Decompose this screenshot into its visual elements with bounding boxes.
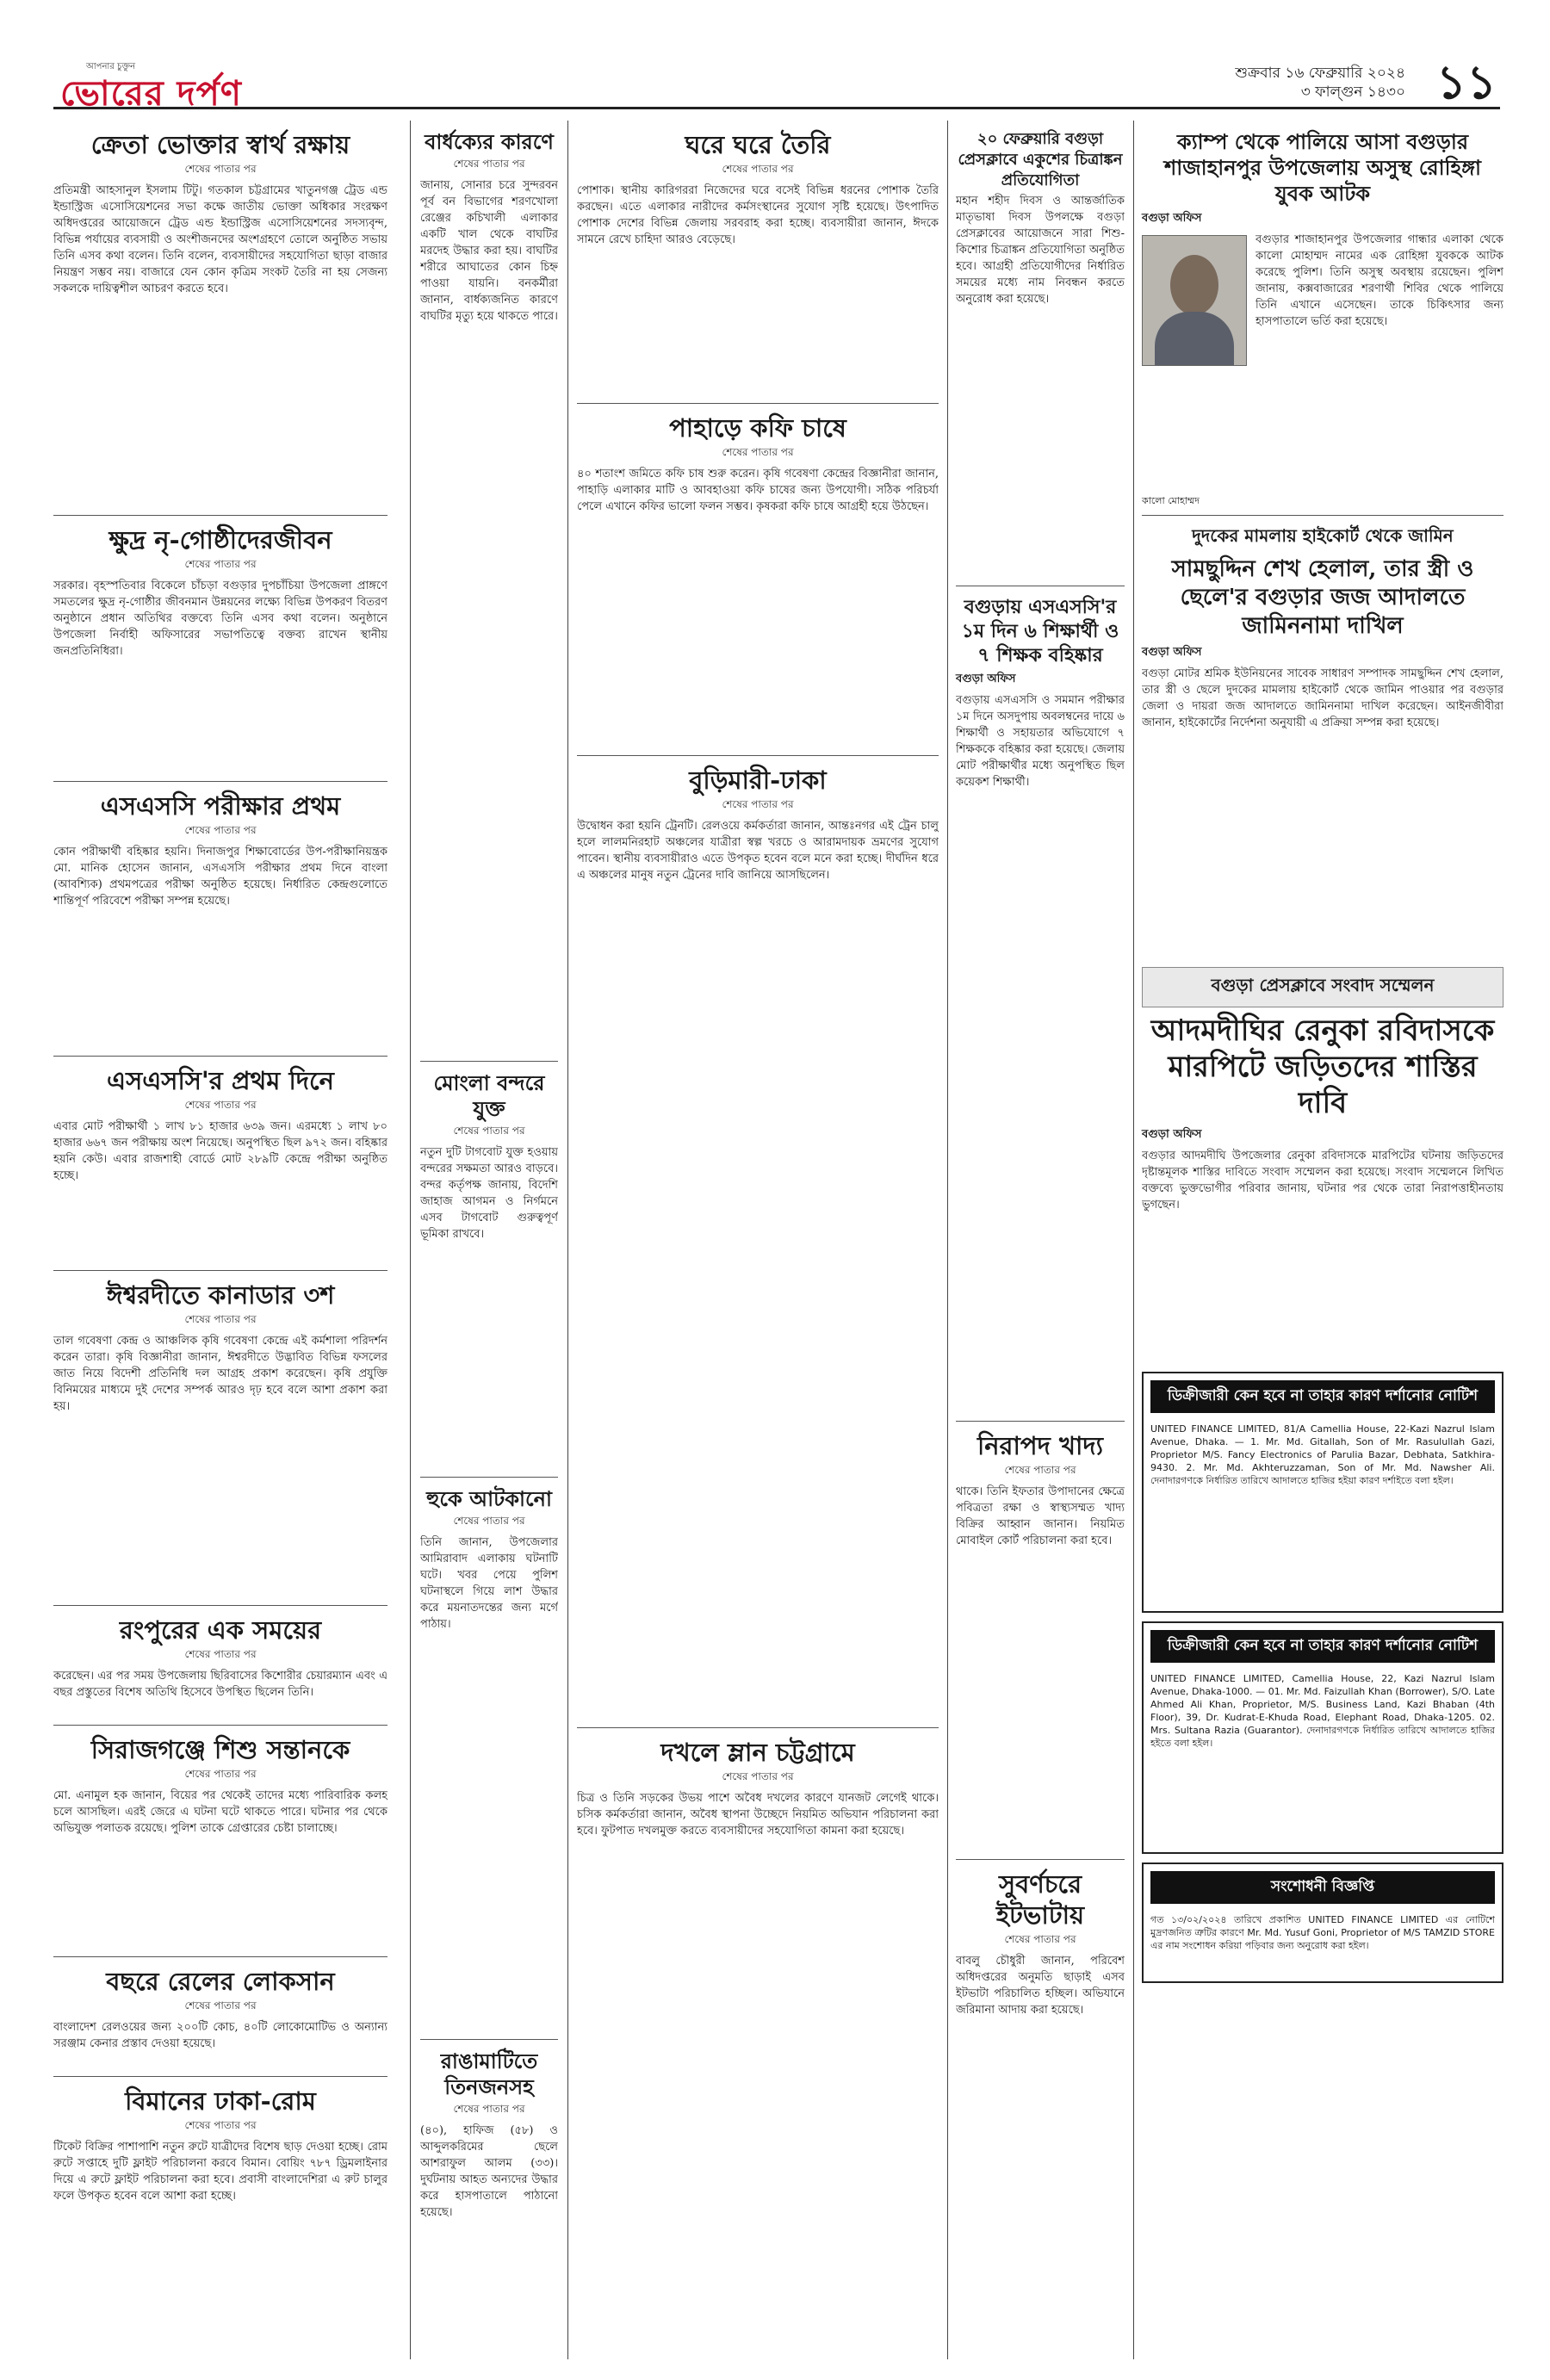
notice-text: UNITED FINANCE LIMITED, Camellia House, 22, Kazi Nazrul Islam Avenue, Dhaka-1000. — 01. Mr. Md. Faizullah Khan (Borrower), S/O. Late Ahmed Ali Khan, Proprietor, M/S. Business Land, Kazi Bhaban (4th Floor), 39, Dr. Kudrat-E-Khuda Road, Elephant Road, Dhaka-1205. 02. Mrs. Sultana Razia (Guarantor). দেনাদারগণকে নির্ধারিত তারিখে আদালতে হাজির হইতে বলা হইল।	[1150, 1673, 1495, 1749]
headline: বার্ধক্যের কারণে	[425, 129, 554, 154]
headline: বুড়িমারী-ঢাকা	[689, 765, 827, 795]
divider	[53, 1956, 388, 1957]
continued-label: শেষের পাতার পর	[184, 1999, 257, 2011]
column-4	[956, 121, 1125, 2275]
continued-label: শেষের পাতার পর	[453, 158, 525, 170]
continued-label: শেষের পাতার পর	[453, 1125, 525, 1137]
article-text: বগুড়া মোটর শ্রমিক ইউনিয়নের সাবেক সাধারণ সম্পাদক সামছুদ্দিন শেখ হেলাল, তার স্ত্রী ও ছেলে দুদকের মামলায় হাইকোর্ট থেকে জামিন পাওয়ার পর বগুড়ার জেলা ও দায়রা জজ আদালতে জামিননামা দাখিল করেছেন। আইনজীবীরা জানান, হাইকোর্টের নির্দেশনা অনুযায়ী এ প্রক্রিয়া সম্পন্ন করা হয়েছে।	[1142, 667, 1504, 729]
divider	[53, 1725, 388, 1726]
byline: বগুড়া অফিস	[1142, 1128, 1202, 1141]
continued-label: শেষের পাতার পর	[184, 1648, 257, 1660]
notice-heading: ডিক্রীজারী কেন হবে না তাহার কারণ দর্শানোর নোটিশ	[1150, 1630, 1495, 1663]
article-text: বগুড়ায় এসএসসি ও সমমান পরীক্ষার ১ম দিনে অসদুপায় অবলম্বনের দায়ে ৬ শিক্ষার্থী ও সহায়তার অভিযোগে ৭ শিক্ষককে বহিষ্কার করা হয়েছে। জেলায় মোট পরীক্ষার্থীর মধ্যে অনুপস্থিত ছিল কয়েকশ শিক্ষার্থী।	[956, 694, 1125, 789]
article-text: মো. এনামুল হক জানান, বিয়ের পর থেকেই তাদের মধ্যে পারিবারিক কলহ চলে আসছিল। এরই জেরে এ ঘটনা ঘটে থাকতে পারে। ঘটনার পর থেকে অভিযুক্ত পলাতক রয়েছে। পুলিশ তাকে গ্রেপ্তারের চেষ্টা চালাচ্ছে।	[53, 1789, 388, 1835]
article-text: মহান শহীদ দিবস ও আন্তর্জাতিক মাতৃভাষা দিবস উপলক্ষে বগুড়া প্রেসক্লাবের আয়োজনে সারা শিশু-কিশোর চিত্রাঙ্কন প্রতিযোগিতা অনুষ্ঠিত হবে। আগ্রহী প্রতিযোগীদের নির্ধারিত সময়ের মধ্যে নাম নিবন্ধন করতে অনুরোধ করা হয়েছে।	[956, 195, 1125, 306]
headline: এসএসসি'র প্রথম দিনে	[107, 1066, 334, 1095]
divider	[53, 2076, 388, 2077]
legal-notice	[1142, 1621, 1504, 1854]
paper-name: ভোরের দর্পণ	[60, 74, 242, 114]
article-text: বাবলু চৌধুরী জানান, পরিবেশ অধিদপ্তরের অনুমতি ছাড়াই এসব ইটভাটা পরিচালিত হচ্ছিল। অভিযানে জরিমানা আদায় করা হয়েছে।	[956, 1955, 1125, 2017]
page-number: ১১	[1435, 55, 1497, 109]
headline: রংপুরের এক সময়ের	[119, 1615, 322, 1645]
continued-label: শেষের পাতার পর	[722, 163, 794, 175]
divider	[53, 1270, 388, 1271]
headline: দখলে ম্লান চট্টগ্রামে	[660, 1738, 855, 1767]
continued-label: শেষের পাতার পর	[1004, 1464, 1076, 1476]
continued-label: শেষের পাতার পর	[453, 1515, 525, 1527]
article-text: বাংলাদেশ রেলওয়ের জন্য ২০০টি কোচ, ৪০টি লোকোমোটিভ ও অন্যান্য সরঞ্জাম কেনার প্রস্তাব দেওয়া হয়েছে।	[53, 2021, 388, 2050]
divider	[577, 403, 939, 404]
headline: পাহাড়ে কফি চাষে	[669, 413, 846, 443]
headline: নিরাপদ খাদ্য	[976, 1431, 1104, 1460]
masthead	[53, 55, 1500, 114]
headline: ক্যাম্প থেকে পালিয়ে আসা বগুড়ার শাজাহানপুর উপজেলায় অসুস্থ রোহিঙ্গা যুবক আটক	[1164, 129, 1481, 206]
headline: ঘরে ঘরে তৈরি	[685, 130, 831, 159]
issue-date-gregorian: শুক্রবার ১৬ ফেব্রুয়ারি ২০২৪	[1235, 65, 1405, 82]
article-text: জানায়, সোনার চরে সুন্দরবন পূর্ব বন বিভাগের শরণখোলা রেঞ্জের কচিখালী এলাকার একটি খাল থেকে বাঘটির মরদেহ উদ্ধার করা হয়। বাঘটির শরীরে আঘাতের কোন চিহ্ন পাওয়া যায়নি। বনকর্মীরা জানান, বার্ধক্যজনিত কারণে বাঘটির মৃত্যু হয়ে থাকতে পারে।	[420, 179, 558, 323]
continued-label: শেষের পাতার পর	[722, 798, 794, 810]
article-text: বগুড়ার আদমদীঘি উপজেলার রেনুকা রবিদাসকে মারপিটের ঘটনায় জড়িতদের দৃষ্টান্তমূলক শাস্তির দাবিতে সংবাদ সম্মেলন করা হয়েছে। সংবাদ সম্মেলনে লিখিত বক্তব্যে ভুক্তভোগীর পরিবার জানায়, ঘটনার পর থেকে তারা নিরাপত্তাহীনতায় ভুগছেন।	[1142, 1150, 1504, 1212]
divider	[577, 755, 939, 756]
continued-label: শেষের পাতার পর	[184, 1313, 257, 1325]
issue-date-bengali: ৩ ফাল্গুন ১৪৩০	[1300, 84, 1405, 101]
article-text: তাল গবেষণা কেন্দ্র ও আঞ্চলিক কৃষি গবেষণা কেন্দ্রে এই কর্মশালা পরিদর্শন করেন তারা। কৃষি বিজ্ঞানীরা জানান, ঈশ্বরদীতে উদ্ভাবিত বিভিন্ন ফসলের জাত নিয়ে বিদেশী প্রতিনিধি দল আগ্রহ প্রকাশ করেছেন। কৃষি প্রযুক্তি বিনিময়ের মাধ্যমে দুই দেশের সম্পর্ক আরও দৃঢ় হবে বলে আশা প্রকাশ করা হয়।	[53, 1335, 388, 1413]
column-1	[53, 121, 388, 2315]
headline: ক্রেতা ভোক্তার স্বার্থ রক্ষায়	[90, 130, 350, 159]
divider	[956, 1421, 1125, 1422]
continued-label: শেষের পাতার পর	[1004, 1933, 1076, 1945]
article-text: চিত্র ও তিনি সড়কের উভয় পাশে অবৈধ দখলের কারণে যানজট লেগেই থাকে। চসিক কর্মকর্তারা জানান, অবৈধ স্থাপনা উচ্ছেদে নিয়মিত অভিযান পরিচালনা করা হবে। ফুটপাত দখলমুক্ত করতে ব্যবসায়ীদের সহযোগিতা কামনা করা হয়েছে।	[577, 1792, 939, 1838]
divider	[53, 781, 388, 782]
continued-label: শেষের পাতার পর	[184, 1099, 257, 1111]
article-text: নতুন দুটি টাগবোট যুক্ত হওয়ায় বন্দরের সক্ষমতা আরও বাড়বে। বন্দর কর্তৃপক্ষ জানায়, বিদেশি জাহাজ আগমন ও নির্গমনে এসব টাগবোট গুরুত্বপূর্ণ ভূমিকা রাখবে।	[420, 1146, 558, 1241]
article-text: তিনি জানান, উপজেলার আমিরাবাদ এলাকায় ঘটনাটি ঘটে। খবর পেয়ে পুলিশ ঘটনাস্থলে গিয়ে লাশ উদ্ধার করে ময়নাতদন্তের জন্য মর্গে পাঠায়।	[420, 1536, 558, 1631]
notice-text: গত ১৩/০২/২০২৪ তারিখে প্রকাশিত UNITED FINANCE LIMITED এর নোটিশে মুদ্রণজনিত ত্রুটির কারণে Mr. Md. Yusuf Goni, Proprietor of M/S TAMZID STORE এর নাম সংশোধন করিয়া পড়িবার জন্য অনুরোধ করা হইল।	[1150, 1914, 1495, 1951]
article-text: উদ্বোধন করা হয়নি ট্রেনটি। রেলওয়ে কর্মকর্তারা জানান, আন্তঃনগর এই ট্রেন চালু হলে লালমনিরহাট অঞ্চলের যাত্রীরা স্বল্প খরচে ও আরামদায়ক ভ্রমণের সুযোগ পাবেন। স্থানীয় ব্যবসায়ীরাও এতে উপকৃত হবেন বলে মনে করা হচ্ছে। দীর্ঘদিন ধরে এ অঞ্চলের মানুষ নতুন ট্রেনের দাবি জানিয়ে আসছিলেন।	[577, 820, 939, 882]
article-text: (৪০), হাফিজ (৫৮) ও আব্দুলকরিমের ছেলে আশরাফুল আলম (৩৩)। দুর্ঘটনায় আহত অন্যদের উদ্ধার করে হাসপাতালে পাঠানো হয়েছে।	[420, 2124, 558, 2219]
paper-logo	[60, 60, 242, 113]
continued-label: শেষের পাতার পর	[184, 2119, 257, 2131]
article-text: কোন পরীক্ষার্থী বহিষ্কার হয়নি। দিনাজপুর শিক্ষাবোর্ডের উপ-পরীক্ষানিয়ন্ত্রক মো. মানিক হোসেন জানান, এসএসসি পরীক্ষার প্রথম দিনে বাংলা (আবশ্যিক) প্রথমপত্রের পরীক্ষা অনুষ্ঠিত হয়েছে। নির্ধারিত কেন্দ্রগুলোতে শান্তিপূর্ণ পরিবেশে পরীক্ষা সম্পন্ন হয়েছে।	[53, 846, 388, 908]
logo-tagline: আপনার চুক্তুন	[86, 62, 136, 71]
photo-body	[1155, 312, 1234, 365]
continued-label: শেষের পাতার পর	[453, 2103, 525, 2115]
issue-dates	[1235, 64, 1405, 102]
headline: এসএসসি পরীক্ষার প্রথম	[100, 791, 341, 821]
column-divider	[947, 121, 948, 2359]
headline: ২০ ফেব্রুয়ারি বগুড়া প্রেসক্লাবে একুশের চিত্রাঙ্কন প্রতিযোগিতা	[958, 130, 1123, 189]
headline: সিরাজগঞ্জে শিশু সন্তানকে	[90, 1735, 350, 1764]
continued-label: শেষের পাতার পর	[722, 1770, 794, 1782]
headline: বগুড়ায় এসএসসি'র ১ম দিন ৬ শিক্ষার্থী ও ৭ শিক্ষক বহিষ্কার	[961, 596, 1119, 666]
column-3	[577, 121, 939, 2327]
headline: সুবর্ণচরে ইটভাটায়	[995, 1869, 1085, 1930]
divider	[577, 1727, 939, 1728]
notice-heading: ডিক্রীজারী কেন হবে না তাহার কারণ দর্শানোর নোটিশ	[1150, 1380, 1495, 1413]
continued-label: শেষের পাতার পর	[184, 824, 257, 836]
article-text: এবার মোট পরীক্ষার্থী ১ লাখ ৮১ হাজার ৬৩৯ জন। এরমধ্যে ১ লাখ ৮০ হাজার ৬৬৭ জন পরীক্ষায় অংশ নিয়েছে। অনুপস্থিত ছিল ৯৭২ জন। বহিষ্কার হয়নি কেউ। এবার রাজশাহী বোর্ডে মোট ২৮৯টি কেন্দ্রে পরীক্ষা অনুষ্ঠিত হচ্ছে।	[53, 1120, 388, 1182]
column-5	[1142, 121, 1504, 1992]
article-text: করেছেন। এর পর সময় উপজেলায় ছিরিবাসের কিশোরীর চেয়ারম্যান এবং এ বছর প্রস্তুতের বিশেষ অতিথি হিসেবে উপস্থিত ছিলেন তিনি।	[53, 1670, 388, 1699]
divider	[53, 1605, 388, 1606]
headline: হুকে আটকানো	[426, 1486, 552, 1511]
photo-face	[1170, 255, 1218, 315]
article-text: প্রতিমন্ত্রী আহসানুল ইসলাম টিটু। গতকাল চট্টগ্রামের খাতুনগঞ্জ ট্রেড এন্ড ইন্ডাস্ট্রিজ এসোসিয়েশনের সভা কক্ষে জাতীয় ভোক্তা অধিকার সংরক্ষণ অধিদপ্তরের আয়োজনে ট্রেড এন্ড ইন্ডাস্ট্রিজ এসোসিয়েশনের সদস্যবৃন্দ, বিভিন্ন পর্যায়ের ব্যবসায়ী ও অংশীজনদের অংশগ্রহণে তোলে অনুষ্ঠিত সভায় তিনি এসব কথা বলেন। তিনি বলেন, ব্যবসায়ীদের সহযোগিতা ছাড়া বাজার নিয়ন্ত্রণ সম্ভব নয়। বাজারে যেন কোন কৃত্রিম সংকট তৈরি না হয় সেজন্য সকলকে দায়িত্বশীল আচরণ করতে হবে।	[53, 184, 388, 295]
photo-caption: কালো মোহাম্মদ	[1142, 495, 1200, 506]
kicker-headline: দুদকের মামলায় হাইকোর্ট থেকে জামিন	[1192, 525, 1454, 546]
headline: ক্ষুদ্র নৃ-গোষ্ঠীদেরজীবন	[108, 525, 332, 555]
column-divider	[1133, 121, 1134, 2359]
article-text: সরকার। বৃহস্পতিবার বিকেলে চাঁচড়া বগুড়ার দুপচাঁচিয়া উপজেলা প্রাঙ্গণে সমতলের ক্ষুদ্র নৃ-গোষ্ঠীর জীবনমান উন্নয়নের লক্ষ্যে বিভিন্ন উপকরণ বিতরণ অনুষ্ঠানে প্রধান অতিথির বক্তব্যে তিনি এসব কথা বলেন। অনুষ্ঠানে উপজেলা নির্বাহী অফিসারের সভাপতিত্বে বক্তব্য রাখেন স্থানীয় জনপ্রতিনিধিরা।	[53, 580, 388, 658]
divider	[956, 1859, 1125, 1860]
headline: বিমানের ঢাকা-রোম	[125, 2086, 316, 2116]
byline: বগুড়া অফিস	[1142, 212, 1202, 225]
byline: বগুড়া অফিস	[956, 672, 1016, 685]
continued-label: শেষের পাতার পর	[184, 163, 257, 175]
divider	[420, 1061, 558, 1062]
column-divider	[410, 121, 411, 2359]
legal-notice	[1142, 1372, 1504, 1613]
headline: ঈশ্বরদীতে কানাডার ৩শ	[106, 1280, 335, 1310]
divider	[420, 1477, 558, 1478]
headline: রাঙামাটিতে তিনজনসহ	[440, 2048, 538, 2099]
article-text: থাকে। তিনি ইফতার উপাদানের ক্ষেত্রে পবিত্রতা রক্ষা ও স্বাস্থ্যসম্মত খাদ্য বিক্রির আহ্বান জানান। নিয়মিত মোবাইল কোর্ট পরিচালনা করা হবে।	[956, 1485, 1125, 1547]
column-2	[420, 121, 558, 2333]
headline: সামছুদ্দিন শেখ হেলাল, তার স্ত্রী ও ছেলে'র বগুড়ার জজ আদালতে জামিননামা দাখিল	[1171, 556, 1474, 639]
article-text: ৪০ শতাংশ জমিতে কফি চাষ শুরু করেন। কৃষি গবেষণা কেন্দ্রের বিজ্ঞানীরা জানান, পাহাড়ি এলাকার মাটি ও আবহাওয়া কফি চাষের জন্য উপযোগী। সঠিক পরিচর্যা পেলে এখানে কফির ভালো ফলন সম্ভব। কৃষকরা কফি চাষে আগ্রহী হয়ে উঠছেন।	[577, 468, 939, 513]
continued-label: শেষের পাতার পর	[184, 558, 257, 570]
headline: মোংলা বন্দরে যুক্ত	[433, 1070, 545, 1121]
byline: বগুড়া অফিস	[1142, 646, 1202, 659]
column-divider	[567, 121, 568, 2359]
divider	[53, 1056, 388, 1057]
divider	[420, 2039, 558, 2040]
notice-heading: সংশোধনী বিজ্ঞপ্তি	[1150, 1871, 1495, 1904]
headline: আদমদীঘির রেনুকা রবিদাসকে মারপিটে জড়িতদের শাস্তির দাবি	[1150, 1013, 1495, 1120]
portrait-photo	[1142, 235, 1247, 366]
divider	[1142, 515, 1504, 516]
section-banner: বগুড়া প্রেসক্লাবে সংবাদ সম্মেলন	[1142, 967, 1504, 1007]
article-text: বগুড়ার শাজাহানপুর উপজেলার গান্ধার এলাকা থেকে কালো মোহাম্মদ নামের এক রোহিঙ্গা যুবককে আটক করেছে পুলিশ। তিনি অসুস্থ অবস্থায় রয়েছেন। পুলিশ জানায়, কক্সবাজারের শরণার্থী শিবির থেকে পালিয়ে তিনি এখানে এসেছেন। তাকে চিকিৎসার জন্য হাসপাতালে ভর্তি করা হয়েছে।	[1256, 233, 1504, 328]
headline: বছরে রেলের লোকসান	[106, 1967, 335, 1996]
article-text: টিকেট বিক্রির পাশাপাশি নতুন রুটে যাত্রীদের বিশেষ ছাড় দেওয়া হচ্ছে। রোম রুটে সপ্তাহে দুটি ফ্লাইট পরিচালনা করবে বিমান। বোয়িং ৭৮৭ ড্রিমলাইনার দিয়ে এ রুটে ফ্লাইট পরিচালনা করা হবে। প্রবাসী বাংলাদেশিরা এ রুট চালুর ফলে উপকৃত হবেন বলে আশা করা হচ্ছে।	[53, 2141, 388, 2203]
divider	[53, 515, 388, 516]
correction-notice	[1142, 1862, 1504, 1983]
article-text: পোশাক। স্থানীয় কারিগররা নিজেদের ঘরে বসেই বিভিন্ন ধরনের পোশাক তৈরি করছেন। এতে এলাকার নারীদের কর্মসংস্থানের সুযোগ সৃষ্টি হয়েছে। উৎপাদিত পোশাক দেশের বিভিন্ন জেলায় সরবরাহ করা হচ্ছে। ব্যবসায়ীরা জানান, ঈদকে সামনে রেখে চাহিদা আরও বেড়েছে।	[577, 184, 939, 246]
notice-text: UNITED FINANCE LIMITED, 81/A Camellia House, 22-Kazi Nazrul Islam Avenue, Dhaka. — 1. Mr. Md. Gitallah, Son of Mr. Rasulullah Gazi, Proprietor M/S. Fancy Electronics of Paruliа Bazar, Debhata, Satkhira-9430. 2. Mr. Md. Akhteruzzaman, Son of Mr. Md. Nawsher Ali. দেনাদারগণকে নির্ধারিত তারিখে আদালতে হাজির হইয়া কারণ দর্শাইতে বলা হইল।	[1150, 1423, 1495, 1486]
continued-label: শেষের পাতার পর	[722, 446, 794, 458]
continued-label: শেষের পাতার পর	[184, 1768, 257, 1780]
